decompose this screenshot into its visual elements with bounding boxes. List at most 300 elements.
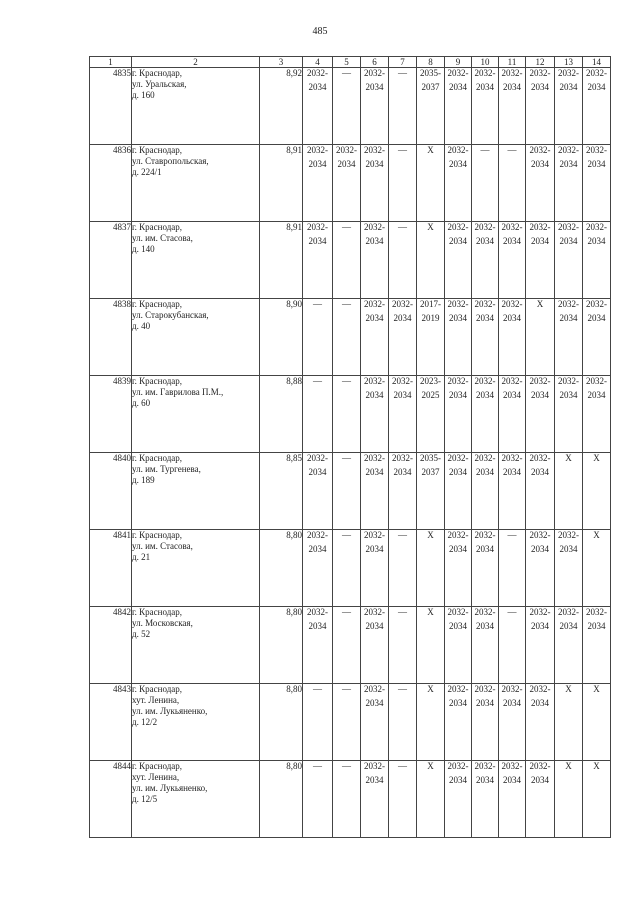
period-cell <box>445 376 472 453</box>
period-start: 2032- <box>392 376 413 386</box>
period-end: 2034 <box>365 544 384 554</box>
period-cell <box>472 453 499 530</box>
address-line: г. Краснодар, <box>132 530 183 540</box>
period-end: 2034 <box>476 236 494 246</box>
period-cell <box>526 530 555 607</box>
address-line: д. 160 <box>132 90 155 100</box>
period-start: 2032- <box>364 299 385 309</box>
period-cell: — <box>303 684 333 761</box>
period-cell <box>583 299 611 376</box>
period-cell <box>526 68 555 145</box>
period-cell <box>389 376 417 453</box>
period-end: 2034 <box>365 236 384 246</box>
address-line: ул. им. Тургенева, <box>132 464 201 474</box>
period-cell <box>499 761 526 838</box>
period-cell: — <box>499 607 526 684</box>
period-cell <box>445 453 472 530</box>
address-line: ул. им. Стасова, <box>132 233 193 243</box>
period-start: 2032- <box>501 761 523 771</box>
period-cell: — <box>333 299 361 376</box>
row-number: 4838 <box>90 299 132 376</box>
period-end: 2034 <box>476 82 494 92</box>
period-start: 2032- <box>558 299 579 309</box>
period-end: 2034 <box>587 313 606 323</box>
address-line: г. Краснодар, <box>132 68 183 78</box>
period-cell <box>472 761 499 838</box>
period-end: 2034 <box>476 390 494 400</box>
period-start: 2032- <box>529 222 551 232</box>
period-cell <box>417 453 445 530</box>
period-end: 2034 <box>587 621 606 631</box>
period-end: 2034 <box>308 82 327 92</box>
address-line: д. 224/1 <box>132 167 162 177</box>
table-row <box>90 376 611 453</box>
period-cell <box>583 68 611 145</box>
period-start: 2032- <box>529 145 551 155</box>
period-cell <box>361 145 389 222</box>
period-cell: X <box>583 530 611 607</box>
period-cell <box>583 222 611 299</box>
column-header: 13 <box>555 57 583 68</box>
period-start: 2032- <box>474 299 496 309</box>
period-start: 2032- <box>447 68 469 78</box>
period-cell <box>526 145 555 222</box>
period-cell <box>389 453 417 530</box>
address-line: д. 52 <box>132 629 151 639</box>
table-row <box>90 761 611 838</box>
period-end: 2034 <box>559 544 578 554</box>
period-start: 2032- <box>364 145 385 155</box>
period-cell <box>526 376 555 453</box>
period-cell <box>472 376 499 453</box>
period-start: 2032- <box>529 684 551 694</box>
norm-value: 8,80 <box>260 530 303 607</box>
period-cell: — <box>303 761 333 838</box>
period-end: 2034 <box>449 236 467 246</box>
period-cell: — <box>389 684 417 761</box>
period-cell: — <box>333 68 361 145</box>
period-end: 2034 <box>393 467 412 477</box>
column-header: 3 <box>260 57 303 68</box>
period-end: 2034 <box>449 390 467 400</box>
row-number: 4837 <box>90 222 132 299</box>
period-cell <box>303 453 333 530</box>
norm-value: 8,92 <box>260 68 303 145</box>
period-cell: — <box>303 376 333 453</box>
period-start: 2032- <box>474 222 496 232</box>
period-start: 2032- <box>447 684 469 694</box>
period-start: 2032- <box>307 145 328 155</box>
period-end: 2034 <box>503 82 521 92</box>
period-cell: X <box>417 761 445 838</box>
period-cell <box>333 145 361 222</box>
period-cell <box>526 222 555 299</box>
period-start: 2032- <box>501 68 523 78</box>
period-cell <box>583 376 611 453</box>
period-cell: X <box>555 684 583 761</box>
period-cell <box>445 684 472 761</box>
period-cell <box>361 761 389 838</box>
address-line: д. 12/2 <box>132 717 158 727</box>
period-end: 2034 <box>449 313 467 323</box>
row-number: 4839 <box>90 376 132 453</box>
address-cell <box>132 453 260 530</box>
address-line: ул. Старокубанская, <box>132 310 209 320</box>
row-number: 4842 <box>90 607 132 684</box>
period-cell <box>417 68 445 145</box>
period-start: 2032- <box>586 145 607 155</box>
address-line: ул. им. Стасова, <box>132 541 193 551</box>
address-cell <box>132 299 260 376</box>
address-line: г. Краснодар, <box>132 376 183 386</box>
period-end: 2034 <box>531 467 549 477</box>
period-cell: — <box>389 222 417 299</box>
period-start: 2032- <box>501 453 523 463</box>
norm-value: 8,90 <box>260 299 303 376</box>
period-cell: — <box>389 607 417 684</box>
period-cell <box>472 530 499 607</box>
period-cell: X <box>555 453 583 530</box>
period-end: 2034 <box>587 82 606 92</box>
period-cell <box>499 684 526 761</box>
column-header: 5 <box>333 57 361 68</box>
period-cell: — <box>333 761 361 838</box>
period-cell: — <box>499 530 526 607</box>
period-cell: X <box>583 761 611 838</box>
period-start: 2032- <box>364 376 385 386</box>
column-header: 9 <box>445 57 472 68</box>
period-cell <box>499 222 526 299</box>
address-line: г. Краснодар, <box>132 761 183 771</box>
column-header: 11 <box>499 57 526 68</box>
header-row <box>90 57 611 68</box>
period-cell: — <box>389 145 417 222</box>
page-number: 485 <box>312 26 328 37</box>
period-start: 2032- <box>364 607 385 617</box>
table-row <box>90 145 611 222</box>
period-end: 2034 <box>476 313 494 323</box>
period-start: 2032- <box>447 761 469 771</box>
period-end: 2034 <box>531 775 549 785</box>
period-cell <box>361 299 389 376</box>
address-line: ул. Ставропольская, <box>132 156 209 166</box>
period-end: 2034 <box>587 159 606 169</box>
address-line: ул. им. Лукьяненко, <box>132 783 208 793</box>
period-end: 2034 <box>503 698 521 708</box>
period-cell: — <box>333 453 361 530</box>
period-start: 2032- <box>474 68 496 78</box>
period-cell <box>499 376 526 453</box>
period-end: 2034 <box>531 82 549 92</box>
address-line: д. 12/5 <box>132 794 158 804</box>
period-start: 2032- <box>529 761 551 771</box>
period-end: 2034 <box>503 390 521 400</box>
period-end: 2034 <box>449 82 467 92</box>
norm-value: 8,91 <box>260 145 303 222</box>
address-line: хут. Ленина, <box>132 772 180 782</box>
address-line: г. Краснодар, <box>132 607 183 617</box>
period-start: 2032- <box>307 607 328 617</box>
period-cell <box>499 453 526 530</box>
period-end: 2034 <box>531 544 549 554</box>
period-start: 2032- <box>364 453 385 463</box>
period-cell: X <box>526 299 555 376</box>
period-start: 2032- <box>586 376 607 386</box>
period-end: 2034 <box>531 236 549 246</box>
period-start: 2032- <box>474 607 496 617</box>
period-cell: X <box>417 684 445 761</box>
period-start: 2017- <box>420 299 441 309</box>
address-cell <box>132 684 260 761</box>
row-number: 4840 <box>90 453 132 530</box>
column-header: 12 <box>526 57 555 68</box>
period-cell: X <box>417 607 445 684</box>
period-start: 2032- <box>307 453 328 463</box>
period-cell: — <box>333 607 361 684</box>
period-start: 2032- <box>558 376 579 386</box>
period-end: 2034 <box>531 159 549 169</box>
period-end: 2034 <box>559 236 578 246</box>
address-line: г. Краснодар, <box>132 222 183 232</box>
period-cell <box>583 607 611 684</box>
period-start: 2032- <box>392 453 413 463</box>
period-cell <box>555 222 583 299</box>
period-end: 2034 <box>449 544 467 554</box>
period-start: 2032- <box>474 530 496 540</box>
period-start: 2032- <box>586 68 607 78</box>
period-end: 2034 <box>531 621 549 631</box>
period-end: 2034 <box>531 390 549 400</box>
period-start: 2032- <box>529 376 551 386</box>
period-cell: — <box>389 68 417 145</box>
period-start: 2032- <box>447 299 469 309</box>
table-row <box>90 684 611 761</box>
table-row <box>90 530 611 607</box>
period-start: 2032- <box>501 222 523 232</box>
address-line: г. Краснодар, <box>132 684 183 694</box>
period-cell <box>555 607 583 684</box>
period-cell <box>303 530 333 607</box>
period-cell <box>555 376 583 453</box>
address-line: г. Краснодар, <box>132 453 183 463</box>
norm-value: 8,80 <box>260 761 303 838</box>
period-cell <box>361 453 389 530</box>
period-start: 2032- <box>447 607 469 617</box>
period-end: 2034 <box>476 775 494 785</box>
period-end: 2034 <box>559 82 578 92</box>
period-end: 2037 <box>421 467 440 477</box>
period-cell <box>555 68 583 145</box>
period-start: 2032- <box>558 145 579 155</box>
table-row <box>90 453 611 530</box>
period-end: 2034 <box>308 621 327 631</box>
period-end: 2034 <box>393 313 412 323</box>
table-row <box>90 222 611 299</box>
period-cell <box>472 222 499 299</box>
address-line: д. 189 <box>132 475 155 485</box>
period-start: 2032- <box>307 222 328 232</box>
period-end: 2034 <box>476 544 494 554</box>
schedule-table <box>89 56 611 838</box>
period-cell <box>361 222 389 299</box>
period-cell: — <box>472 145 499 222</box>
period-end: 2034 <box>449 775 467 785</box>
period-start: 2032- <box>501 684 523 694</box>
period-start: 2032- <box>447 145 469 155</box>
period-cell: — <box>333 222 361 299</box>
period-end: 2034 <box>365 467 384 477</box>
address-cell <box>132 222 260 299</box>
address-line: д. 40 <box>132 321 151 331</box>
row-number: 4844 <box>90 761 132 838</box>
period-cell: X <box>583 684 611 761</box>
address-line: г. Краснодар, <box>132 299 183 309</box>
norm-value: 8,85 <box>260 453 303 530</box>
period-start: 2032- <box>364 530 385 540</box>
period-end: 2034 <box>476 621 494 631</box>
period-cell <box>361 376 389 453</box>
period-start: 2032- <box>586 222 607 232</box>
row-number: 4836 <box>90 145 132 222</box>
period-cell <box>555 299 583 376</box>
period-cell: X <box>417 222 445 299</box>
period-cell <box>303 68 333 145</box>
period-cell <box>472 68 499 145</box>
address-cell <box>132 145 260 222</box>
period-cell <box>445 68 472 145</box>
period-cell: — <box>333 376 361 453</box>
period-start: 2032- <box>474 684 496 694</box>
period-end: 2034 <box>587 390 606 400</box>
period-end: 2037 <box>421 82 440 92</box>
period-cell <box>361 68 389 145</box>
period-start: 2032- <box>558 607 579 617</box>
period-end: 2034 <box>503 467 521 477</box>
period-cell: X <box>583 453 611 530</box>
address-line: д. 60 <box>132 398 151 408</box>
period-start: 2032- <box>529 68 551 78</box>
period-start: 2032- <box>307 68 328 78</box>
period-cell <box>555 530 583 607</box>
period-start: 2032- <box>558 68 579 78</box>
period-start: 2032- <box>558 222 579 232</box>
period-end: 2019 <box>421 313 440 323</box>
period-end: 2034 <box>559 313 578 323</box>
row-number: 4841 <box>90 530 132 607</box>
period-cell <box>445 530 472 607</box>
period-cell: — <box>389 761 417 838</box>
period-cell: — <box>389 530 417 607</box>
period-end: 2034 <box>308 159 327 169</box>
period-cell <box>526 607 555 684</box>
period-cell <box>472 684 499 761</box>
period-end: 2034 <box>365 390 384 400</box>
period-cell: — <box>303 299 333 376</box>
period-cell <box>417 376 445 453</box>
address-line: ул. Уральская, <box>132 79 187 89</box>
period-start: 2032- <box>392 299 413 309</box>
period-end: 2034 <box>449 467 467 477</box>
period-end: 2034 <box>449 698 467 708</box>
period-cell <box>445 607 472 684</box>
norm-value: 8,80 <box>260 607 303 684</box>
period-end: 2034 <box>476 467 494 477</box>
period-cell <box>303 222 333 299</box>
period-start: 2032- <box>529 607 551 617</box>
period-end: 2034 <box>365 313 384 323</box>
address-line: ул. им. Лукьяненко, <box>132 706 208 716</box>
period-start: 2032- <box>336 145 357 155</box>
period-start: 2032- <box>474 453 496 463</box>
period-start: 2032- <box>529 530 551 540</box>
address-cell <box>132 530 260 607</box>
period-start: 2032- <box>501 299 523 309</box>
address-cell <box>132 68 260 145</box>
period-end: 2034 <box>393 390 412 400</box>
period-end: 2025 <box>421 390 440 400</box>
column-header: 6 <box>361 57 389 68</box>
period-start: 2032- <box>586 607 607 617</box>
period-start: 2032- <box>529 453 551 463</box>
period-start: 2032- <box>447 453 469 463</box>
table-body <box>90 68 611 838</box>
norm-value: 8,88 <box>260 376 303 453</box>
period-end: 2034 <box>365 775 384 785</box>
column-header: 10 <box>472 57 499 68</box>
period-end: 2034 <box>503 775 521 785</box>
column-header: 1 <box>90 57 132 68</box>
period-cell <box>472 607 499 684</box>
period-cell <box>417 299 445 376</box>
period-cell <box>499 68 526 145</box>
period-end: 2034 <box>559 159 578 169</box>
address-line: ул. Московская, <box>132 618 193 628</box>
period-end: 2034 <box>559 621 578 631</box>
period-end: 2034 <box>503 236 521 246</box>
period-end: 2034 <box>559 390 578 400</box>
period-cell <box>499 299 526 376</box>
period-cell: — <box>333 684 361 761</box>
period-end: 2034 <box>449 159 467 169</box>
period-start: 2032- <box>447 222 469 232</box>
period-end: 2034 <box>337 159 356 169</box>
column-header: 2 <box>132 57 260 68</box>
period-cell <box>445 761 472 838</box>
period-cell: — <box>499 145 526 222</box>
column-header: 7 <box>389 57 417 68</box>
address-cell <box>132 761 260 838</box>
period-start: 2032- <box>558 530 579 540</box>
period-cell <box>361 684 389 761</box>
period-cell <box>303 607 333 684</box>
period-end: 2034 <box>308 467 327 477</box>
norm-value: 8,80 <box>260 684 303 761</box>
period-cell <box>526 684 555 761</box>
period-start: 2032- <box>364 684 385 694</box>
period-cell <box>526 453 555 530</box>
period-cell: X <box>417 145 445 222</box>
period-cell <box>445 299 472 376</box>
period-start: 2032- <box>364 222 385 232</box>
period-cell <box>361 530 389 607</box>
period-end: 2034 <box>365 159 384 169</box>
address-cell <box>132 607 260 684</box>
address-line: ул. им. Гаврилова П.М., <box>132 387 224 397</box>
period-start: 2032- <box>501 376 523 386</box>
period-start: 2032- <box>586 299 607 309</box>
period-cell: — <box>333 530 361 607</box>
period-start: 2032- <box>474 761 496 771</box>
